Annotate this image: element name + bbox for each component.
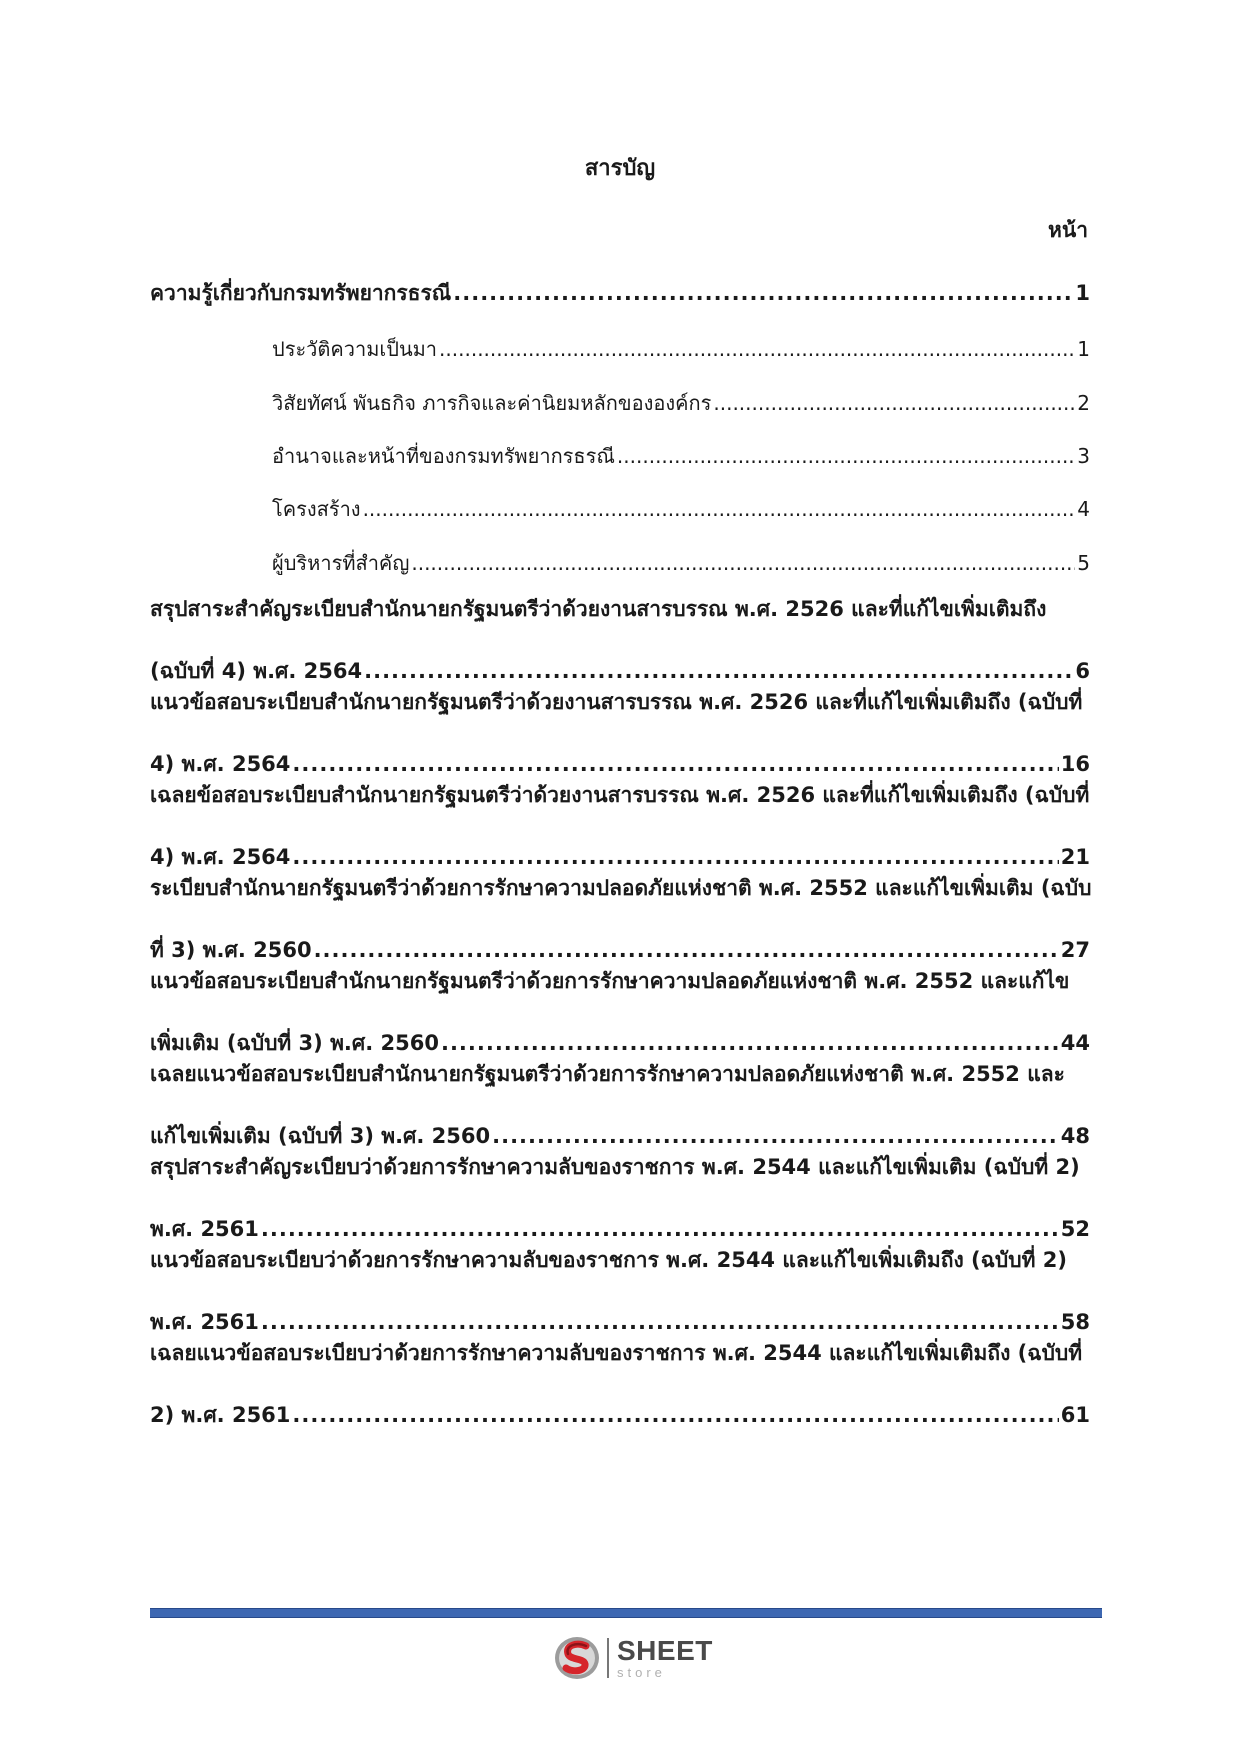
toc-entry-text-line: สรุปสาระสำคัญระเบียบสำนักนายกรัฐมนตรีว่าด้วยงานสารบรรณ พ.ศ. 2526 และที่แก้ไขเพิ่มเติมถึง (150, 597, 1047, 621)
toc-entry-label: แก้ไขเพิ่มเติม (ฉบับที่ 3) พ.ศ. 2560 (150, 1124, 491, 1148)
toc-entry[interactable] (150, 687, 1090, 779)
toc-page-number: 3 (1077, 444, 1090, 468)
toc-entry-label: 2) พ.ศ. 2561 (150, 1403, 291, 1427)
toc-entry-label: 4) พ.ศ. 2564 (150, 845, 291, 869)
dot-leader (261, 1307, 1059, 1337)
toc-entry-text-line: สรุปสาระสำคัญระเบียบว่าด้วยการรักษาความลับของราชการ พ.ศ. 2544 และแก้ไขเพิ่มเติม (ฉบับที่ 2) (150, 1155, 1080, 1179)
sheet-store-s-logo-icon (553, 1634, 601, 1682)
dot-leader (292, 749, 1058, 779)
page-title: สารบัญ (584, 156, 656, 181)
dot-leader (364, 656, 1073, 686)
toc-entry-line (150, 1214, 1090, 1244)
toc-entry[interactable] (150, 548, 1090, 578)
toc-entry[interactable] (150, 1059, 1090, 1151)
dot-leader (314, 935, 1059, 965)
toc-page-number: 58 (1060, 1310, 1090, 1334)
dot-leader (492, 1121, 1059, 1151)
toc-entry-line (150, 749, 1090, 779)
dot-leader (261, 1214, 1059, 1244)
toc-entry-line (272, 494, 1090, 524)
footer-divider (150, 1608, 1102, 1618)
toc-entry-label: 4) พ.ศ. 2564 (150, 752, 291, 776)
toc-entry-text-line: เฉลยข้อสอบระเบียบสำนักนายกรัฐมนตรีว่าด้วยงานสารบรรณ พ.ศ. 2526 และที่แก้ไขเพิ่มเติมถึง (ฉบับที่ (150, 783, 1090, 807)
toc-entry-text-line: แนวข้อสอบระเบียบสำนักนายกรัฐมนตรีว่าด้วยงานสารบรรณ พ.ศ. 2526 และที่แก้ไขเพิ่มเติมถึง (ฉบับที่ (150, 690, 1083, 714)
dot-leader (411, 548, 1075, 578)
toc-entry-label: โครงสร้าง (272, 497, 361, 521)
toc-entry[interactable] (150, 594, 1090, 686)
toc-entry[interactable] (150, 873, 1090, 965)
logo-separator (607, 1638, 609, 1678)
toc-entry-label: อำนาจและหน้าที่ของกรมทรัพยากรธรณี (272, 444, 615, 468)
toc-page-number: 6 (1075, 659, 1090, 683)
logo-word: SHEET (617, 1635, 713, 1666)
toc-entry-line (150, 842, 1090, 872)
toc-page-number: 16 (1060, 752, 1090, 776)
toc-entry-line (150, 1121, 1090, 1151)
toc-entry-label: พ.ศ. 2561 (150, 1310, 259, 1334)
toc-entry-line (150, 278, 1090, 308)
toc-entry-text-line: เฉลยแนวข้อสอบระเบียบสำนักนายกรัฐมนตรีว่าด้วยการรักษาความปลอดภัยแห่งชาติ พ.ศ. 2552 และ (150, 1062, 1065, 1086)
toc-entry-line (272, 548, 1090, 578)
toc-entry-label: (ฉบับที่ 4) พ.ศ. 2564 (150, 659, 363, 683)
toc-page-number: 44 (1060, 1031, 1090, 1055)
toc-entry-text-line: แนวข้อสอบระเบียบสำนักนายกรัฐมนตรีว่าด้วยการรักษาความปลอดภัยแห่งชาติ พ.ศ. 2552 และแก้ไข (150, 969, 1070, 993)
toc-entry-line (150, 656, 1090, 686)
toc-entry-label: ความรู้เกี่ยวกับกรมทรัพยากรธรณี (150, 281, 452, 305)
toc-page-number: 52 (1060, 1217, 1090, 1241)
dot-leader (292, 842, 1058, 872)
footer-logo (553, 1632, 713, 1684)
toc-entry[interactable] (150, 780, 1090, 872)
toc-entry[interactable] (150, 494, 1090, 524)
logo-wordmark (617, 1637, 713, 1679)
toc-entry-label: ประวัติความเป็นมา (272, 337, 438, 361)
toc-entry[interactable] (150, 334, 1090, 364)
toc-entry-text-line: ระเบียบสำนักนายกรัฐมนตรีว่าด้วยการรักษาความปลอดภัยแห่งชาติ พ.ศ. 2552 และแก้ไขเพิ่มเติม (ฉบับ (150, 876, 1092, 900)
dot-leader (713, 388, 1075, 418)
toc-entry[interactable] (150, 1245, 1090, 1337)
toc-page-number: 1 (1075, 281, 1090, 305)
toc-entry-line (150, 1400, 1090, 1430)
toc-entry-line (150, 1307, 1090, 1337)
toc-entry-line (272, 334, 1090, 364)
dot-leader (363, 494, 1076, 524)
toc-entry-line (150, 935, 1090, 965)
logo-subword: store (617, 1665, 666, 1680)
page-column-label: หน้า (1048, 218, 1088, 242)
dot-leader (439, 334, 1075, 364)
toc-entry-label: พ.ศ. 2561 (150, 1217, 259, 1241)
toc-entry-text-line: เฉลยแนวข้อสอบระเบียบว่าด้วยการรักษาความลับของราชการ พ.ศ. 2544 และแก้ไขเพิ่มเติมถึง (ฉบับที่ (150, 1341, 1083, 1365)
toc-page-number: 48 (1060, 1124, 1090, 1148)
toc-entry-label: ผู้บริหารที่สำคัญ (272, 551, 410, 575)
toc-page-number: 61 (1060, 1403, 1090, 1427)
toc-entry[interactable] (150, 1152, 1090, 1244)
dot-leader (617, 441, 1075, 471)
toc-page-number: 1 (1077, 337, 1090, 361)
toc-entry-line (272, 441, 1090, 471)
dot-leader (441, 1028, 1059, 1058)
toc-page-number: 2 (1077, 391, 1090, 415)
dot-leader (453, 278, 1073, 308)
toc-entry[interactable] (150, 441, 1090, 471)
toc-page-number: 27 (1060, 938, 1090, 962)
toc-entry-label: ที่ 3) พ.ศ. 2560 (150, 938, 312, 962)
toc-entry[interactable] (150, 278, 1090, 308)
toc-entry-label: เพิ่มเติม (ฉบับที่ 3) พ.ศ. 2560 (150, 1031, 439, 1055)
toc-entry-line (150, 1028, 1090, 1058)
toc-entry[interactable] (150, 1338, 1090, 1430)
toc-entry-label: วิสัยทัศน์ พันธกิจ ภารกิจและค่านิยมหลักขององค์กร (272, 391, 712, 415)
toc-entry-line (272, 388, 1090, 418)
toc-entry[interactable] (150, 388, 1090, 418)
toc-page-number: 5 (1077, 551, 1090, 575)
toc-page-number: 21 (1060, 845, 1090, 869)
toc-page-number: 4 (1077, 497, 1090, 521)
toc-entry[interactable] (150, 966, 1090, 1058)
toc-entry-text-line: แนวข้อสอบระเบียบว่าด้วยการรักษาความลับของราชการ พ.ศ. 2544 และแก้ไขเพิ่มเติมถึง (ฉบับที่ 2) (150, 1248, 1067, 1272)
dot-leader (292, 1400, 1058, 1430)
